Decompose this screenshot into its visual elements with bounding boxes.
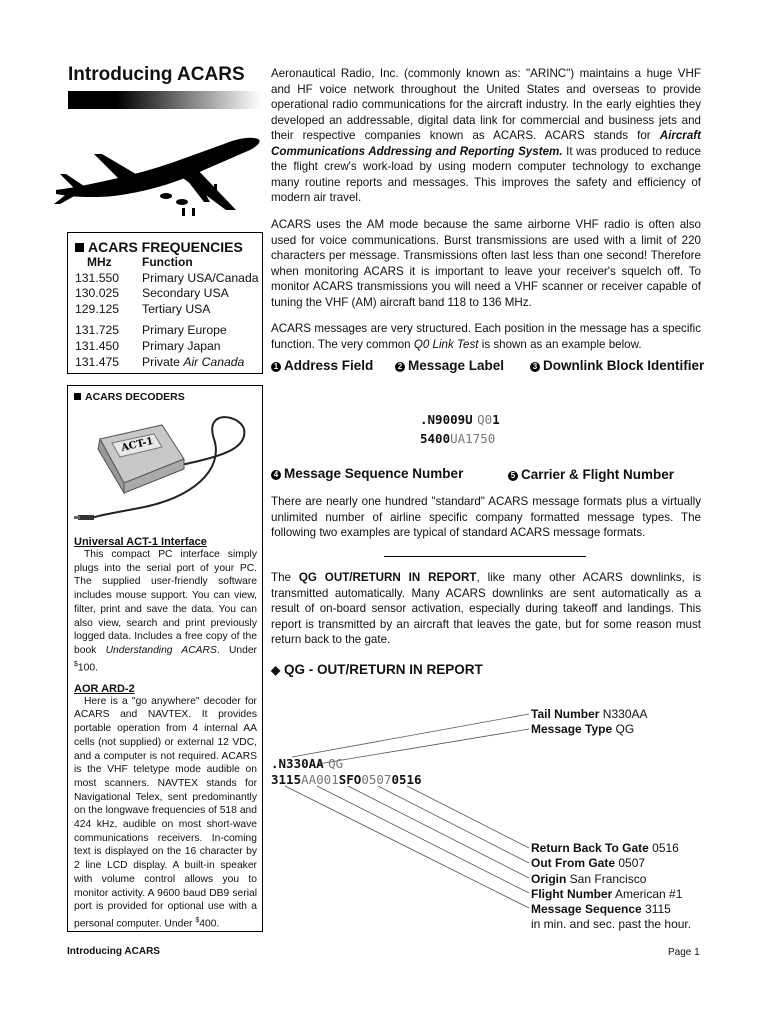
table-row: 131.550 Primary USA/Canada — [75, 270, 259, 285]
ard2-heading: AOR ARD-2 — [74, 682, 135, 695]
example-message-2: .N330AA QG 3115AA001SFO05070516 — [271, 756, 422, 787]
page-title: Introducing ACARS — [68, 64, 245, 85]
callout-tail-number: Tail Number N330AA — [531, 707, 648, 721]
decoders-title: ACARS DECODERS — [74, 391, 257, 403]
ard2-description: Here is a "go anywhere" decoder for ACARS and NAVTEX. It provides portable operation from 4 internal AA cells (not supplied) or external 12 VDC, and a computer is not required. ACARS is the VHF teletype mode audible on most scanners. NAVTEX stands for Navigational Telex, sent predominantly on the longwave frequencies of 518 and 424 kHz, audible on most short-wave communications receivers. In-coming text is displayed on the 16 character by 2 line LCD display. A built-in speaker with volume control allows you to monitor activity. A 9600 baud DB9 serial port is provided for optional use with a personal computer. Under $400. — [74, 695, 257, 930]
callout-message-sequence: Message Sequence 3115 — [531, 902, 671, 917]
frequencies-title: ACARS FREQUENCIES — [75, 239, 262, 255]
callout-flight-number: Flight Number American #1 — [531, 886, 683, 901]
footer-title: Introducing ACARS — [67, 946, 160, 957]
act1-description: This compact PC interface simply plugs into the serial port of your PC. The supplied user-friendly software includes mouse support. You can view, filter, print and save the data. You can also view, search and print previously logged data. Includes a free copy of the book Understanding ACARS. Under $100. — [74, 549, 257, 674]
field-label-block-id: 3 Downlink Block Identifier — [530, 358, 704, 373]
callout-message-type: Message Type QG — [531, 722, 635, 737]
intro-paragraph-3: ACARS messages are very structured. Each position in the message has a specific function. The very common Q0 Link Test is shown as an example below. — [271, 322, 701, 351]
field-label-message-label: 2 Message Label — [395, 358, 504, 373]
intro-paragraph-1: Aeronautical Radio, Inc. (commonly known as: "ARINC") maintains a huge VHF and HF voice network throughout the United States and overseas to provide operational radio communications for the aircraft industry. In the early eighties they developed an addressable, digital data link for commercial and business jets and their respective companies known as ACARS. ACARS stands for Aircraft Communications Addressing and Reporting System. It was produced to reduce the flight crew's work-load by using modern computer technology to exchange many routine reports and messages. This improves the safety and efficiency of modern air travel. — [271, 67, 701, 204]
table-row: 129.125 Tertiary USA — [75, 301, 211, 316]
col-function: Function — [142, 255, 193, 269]
callout-out-gate: Out From Gate 0507 — [531, 856, 646, 871]
table-row: 130.025 Secondary USA — [75, 286, 229, 301]
intro-paragraph-2: ACARS uses the AM mode because the same airborne VHF radio is often also used for voice communications. Burst transmissions are used with a limit of 220 characters per message. Transmissions often last less than one second! Therefore when monitoring ACARS it is important to leave your receiver's squelch off. To monitor ACARS transmissions you will need a VHF scanner or receiver capable of tuning the VHF (AM) aircraft band 118 to 136 MHz. — [271, 218, 701, 309]
table-row: 131.450 Primary Japan — [75, 338, 221, 353]
page-number: Page 1 — [668, 947, 700, 958]
callout-note: in min. and sec. past the hour. — [531, 917, 692, 932]
callout-origin: Origin San Francisco — [531, 871, 647, 886]
col-mhz: MHz — [87, 255, 112, 269]
callout-group-bottom — [531, 841, 691, 933]
field-label-carrier-flight: 5 Carrier & Flight Number — [508, 467, 674, 482]
qg-heading: ◆ QG - OUT/RETURN IN REPORT — [271, 662, 483, 677]
example-message-1: .N9009U Q01 5400UA1750 — [420, 412, 500, 446]
formats-paragraph: There are nearly one hundred "standard" ACARS message formats plus a virtually unlimited number of airline specific company formatted message types. The following two examples are typical of standard ACARS message formats. — [271, 495, 701, 539]
act1-device-label: ACT-1 — [120, 435, 155, 454]
diamond-bullet-icon: ◆ — [271, 663, 281, 677]
act1-heading: Universal ACT-1 Interface — [74, 536, 207, 548]
callout-group-top — [531, 707, 648, 738]
qg-paragraph: The QG OUT/RETURN IN REPORT, like many other ACARS downlinks, is transmitted automatically. Many ACARS downlinks are sent automatically as a result of on-board sensor activation, especially during takeoff and landings. This report is transmitted by an aircraft that leaves the gate, but for some reason must return back to the gate. — [271, 571, 702, 646]
table-row: 131.725 Primary Europe — [75, 323, 227, 338]
field-label-sequence: 4 Message Sequence Number — [271, 466, 463, 481]
callout-return-gate: Return Back To Gate 0516 — [531, 841, 679, 855]
field-label-address: 1 Address Field — [271, 358, 373, 373]
table-row: 131.475 Private Air Canada — [75, 354, 245, 369]
